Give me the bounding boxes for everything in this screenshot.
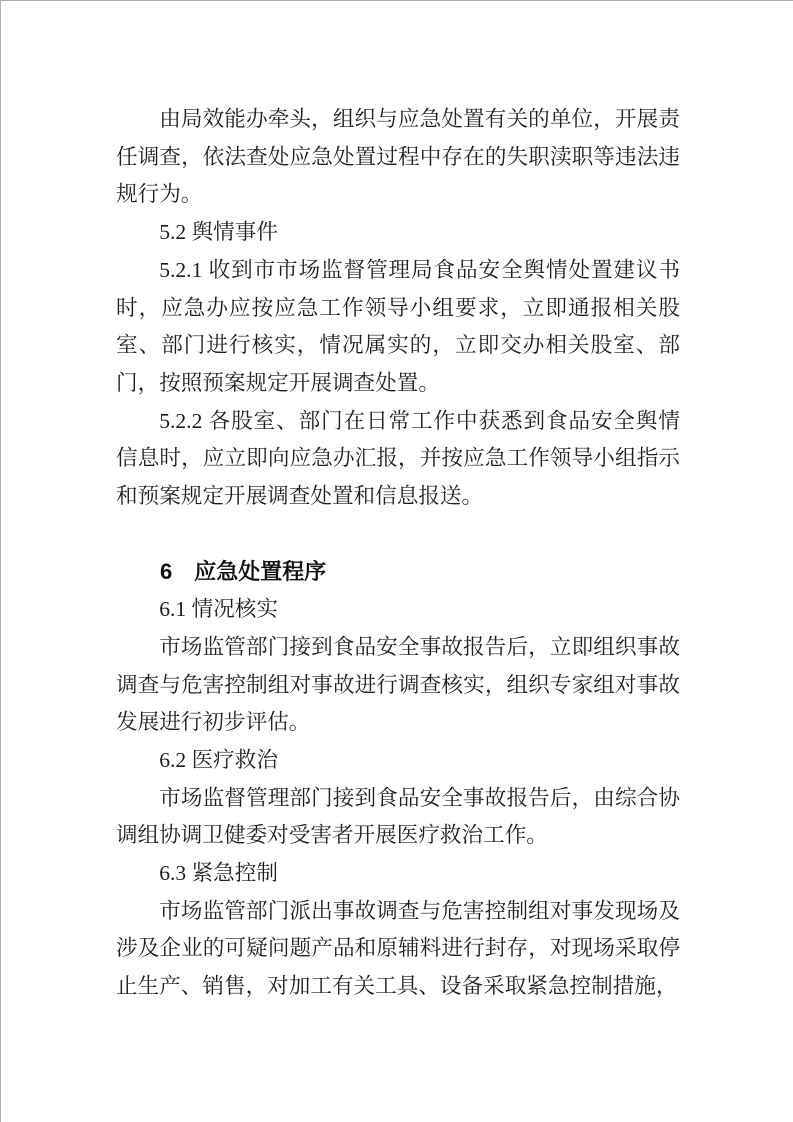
- heading-6-1-situation-verification: 6.1 情况核实: [159, 597, 278, 622]
- heading-6-emergency-response-procedure: 6 应急处置程序: [160, 559, 327, 585]
- heading-6-3-emergency-control: 6.3 紧急控制: [159, 861, 278, 886]
- heading-6-2-medical-treatment: 6.2 医疗救治: [159, 747, 278, 772]
- paragraph-responsibility-investigation: 由局效能办牵头，组织与应急处置有关的单位，开展责任调查，依法查处应急处置过程中存在的失职渎职等违法违规行为。: [116, 107, 680, 207]
- paragraph-6-2-body: 市场监督管理部门接到食品安全事故报告后，由综合协调组协调卫健委对受害者开展医疗救治工作。: [116, 785, 680, 848]
- paragraph-6-1-body: 市场监管部门接到食品安全事故报告后，立即组织事故调查与危害控制组对事故进行调查核实，组织专家组对事故发展进行初步评估。: [116, 634, 680, 735]
- document-content: [116, 101, 680, 1006]
- heading-5-2-public-opinion-events: 5.2 舆情事件: [159, 220, 278, 245]
- paragraph-5-2-2: 5.2.2 各股室、部门在日常工作中获悉到食品安全舆情信息时，应立即向应急办汇报，并按应急工作领导小组指示和预案规定开展调查处置和信息报送。: [116, 408, 680, 509]
- paragraph-6-3-body: 市场监管部门派出事故调查与危害控制组对事发现场及涉及企业的可疑问题产品和原辅料进行封存，对现场采取停止生产、销售，对加工有关工具、设备采取紧急控制措施，: [116, 898, 680, 999]
- paragraph-5-2-1: 5.2.1 收到市市场监督管理局食品安全舆情处置建议书时，应急办应按应急工作领导小组要求，立即通报相关股室、部门进行核实，情况属实的，立即交办相关股室、部门，按照预案规定开展调查处置。: [116, 257, 680, 395]
